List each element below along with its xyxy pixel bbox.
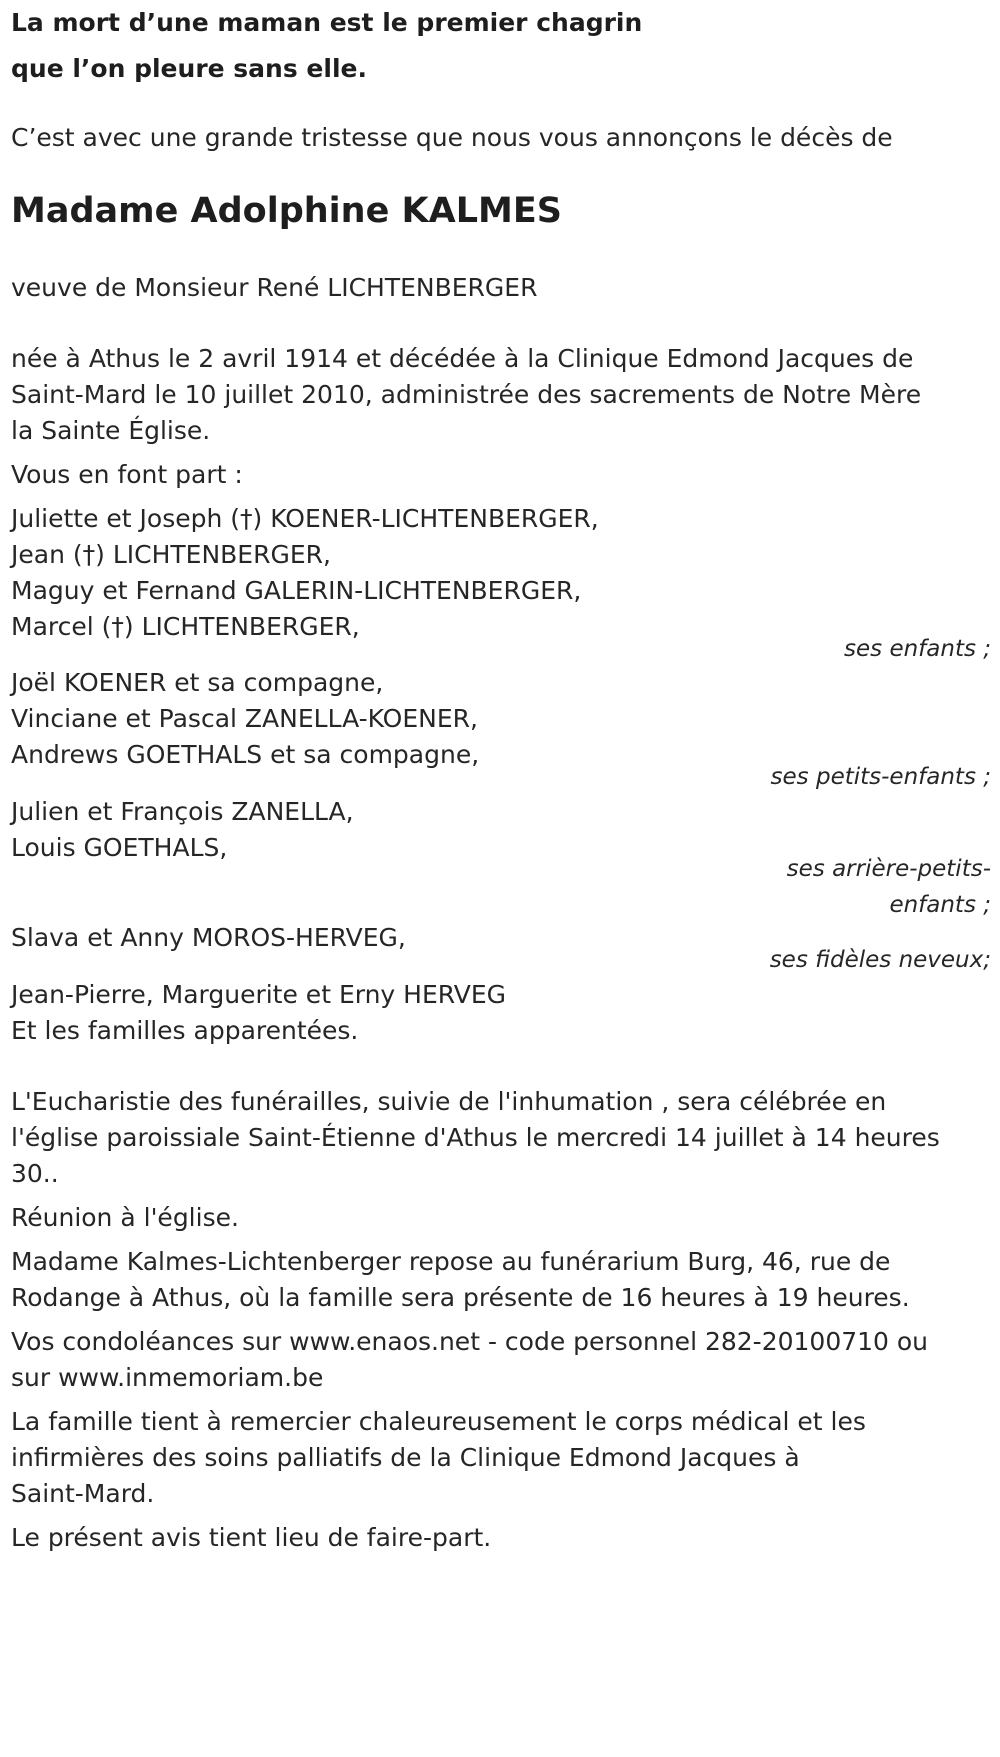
- children-label: ses enfants ;: [844, 636, 991, 662]
- thanks-line-3: Saint-Mard.: [11, 1479, 155, 1508]
- grandchildren-label: ses petits-enfants ;: [770, 764, 991, 790]
- widow-of-text: veuve de Monsieur René LICHTENBERGER: [11, 273, 538, 302]
- funeral-line-2: l'église paroissiale Saint-Étienne d'Athus le mercredi 14 juillet à 14 heures: [11, 1123, 940, 1152]
- other-family-row: Et les familles apparentées.: [11, 1016, 359, 1045]
- child-row: Marcel (†) LICHTENBERGER,: [11, 612, 360, 641]
- intro-text: C’est avec une grande tristesse que nous vous annonçons le décès de: [11, 123, 893, 152]
- announce-text: Vous en font part :: [11, 460, 243, 489]
- grandchild-row: Andrews GOETHALS et sa compagne,: [11, 740, 480, 769]
- rests-line-2: Rodange à Athus, où la famille sera présente de 16 heures à 19 heures.: [11, 1283, 910, 1312]
- funeral-line-1: L'Eucharistie des funérailles, suivie de l'inhumation , sera célébrée en: [11, 1087, 887, 1116]
- deceased-name: Madame Adolphine KALMES: [11, 191, 562, 231]
- child-row: Maguy et Fernand GALERIN-LICHTENBERGER,: [11, 576, 582, 605]
- condolences-line-1: Vos condoléances sur www.enaos.net - code personnel 282-20100710 ou: [11, 1327, 929, 1356]
- closing-text: Le présent avis tient lieu de faire-part.: [11, 1523, 492, 1552]
- great-grandchildren-label-1: ses arrière-petits-: [786, 856, 991, 882]
- quote-line-1: La mort d’une maman est le premier chagrin: [11, 8, 643, 37]
- nephew-row: Slava et Anny MOROS-HERVEG,: [11, 923, 406, 952]
- condolences-line-2: sur www.inmemoriam.be: [11, 1363, 324, 1392]
- quote-line-2: que l’on pleure sans elle.: [11, 54, 367, 83]
- grandchild-row: Joël KOENER et sa compagne,: [11, 668, 384, 697]
- thanks-line-2: infirmières des soins palliatifs de la Clinique Edmond Jacques à: [11, 1443, 800, 1472]
- great-grandchildren-label-2: enfants ;: [889, 892, 991, 918]
- birth-death-line-3: la Sainte Église.: [11, 416, 211, 445]
- birth-death-line-2: Saint-Mard le 10 juillet 2010, administrée des sacrements de Notre Mère: [11, 380, 922, 409]
- funeral-line-3: 30..: [11, 1159, 59, 1188]
- meeting-text: Réunion à l'église.: [11, 1203, 239, 1232]
- birth-death-line-1: née à Athus le 2 avril 1914 et décédée à la Clinique Edmond Jacques de: [11, 344, 914, 373]
- grandchild-row: Vinciane et Pascal ZANELLA-KOENER,: [11, 704, 478, 733]
- rests-line-1: Madame Kalmes-Lichtenberger repose au funérarium Burg, 46, rue de: [11, 1247, 891, 1276]
- great-grandchild-row: Louis GOETHALS,: [11, 833, 228, 862]
- child-row: Juliette et Joseph (†) KOENER-LICHTENBERGER,: [11, 504, 599, 533]
- nephews-label: ses fidèles neveux;: [769, 947, 991, 973]
- thanks-line-1: La famille tient à remercier chaleureusement le corps médical et les: [11, 1407, 866, 1436]
- other-family-row: Jean-Pierre, Marguerite et Erny HERVEG: [11, 980, 507, 1009]
- child-row: Jean (†) LICHTENBERGER,: [11, 540, 331, 569]
- great-grandchild-row: Julien et François ZANELLA,: [11, 797, 354, 826]
